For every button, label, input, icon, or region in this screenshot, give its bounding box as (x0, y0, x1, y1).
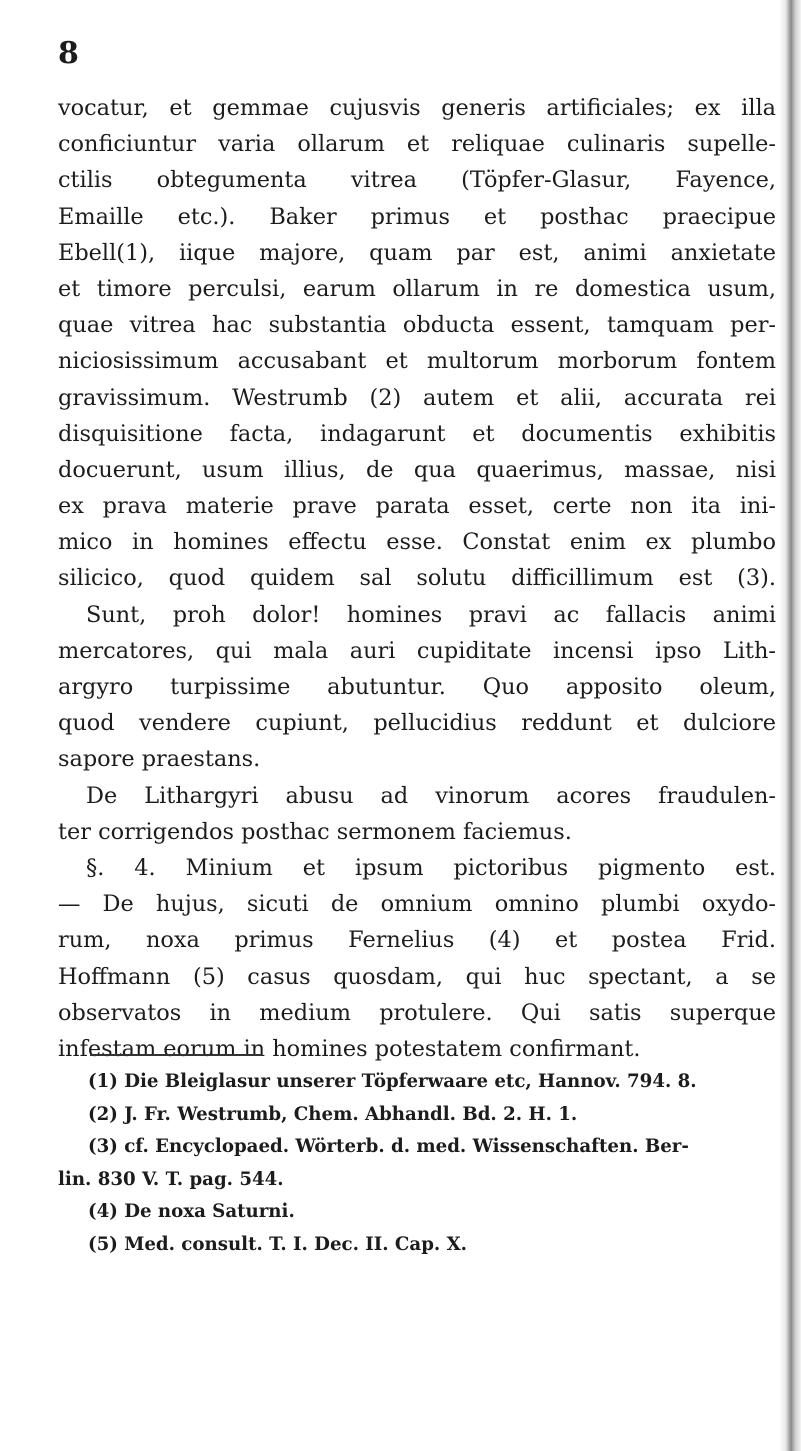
text-line: Hoffmann (5) casus quosdam, qui huc spectant, a se (58, 963, 776, 990)
text-line: sapore praestans. (58, 746, 261, 773)
text-line: vocatur, et gemmae cujusvis generis artificiales; ex illa (58, 95, 776, 121)
text-line: mico in homines effectu esse. Constat enim ex plumbo (58, 529, 776, 556)
text-line: Ebell(1), iique majore, quam par est, animi anxietate (58, 239, 776, 266)
text-line: argyro turpissime abutuntur. Quo apposito oleum, (58, 674, 776, 700)
text-line: mercatores, qui mala auri cupiditate incensi ipso Lith- (58, 637, 776, 664)
text-line: disquisitione facta, indagarunt et documentis exhibitis (58, 420, 776, 447)
text-line: De Lithargyri abusu ad vinorum acores fraudulen- (86, 782, 776, 809)
text-line: conficiuntur varia ollarum et reliquae culinaris supelle- (58, 131, 776, 158)
text-line: — De hujus, sicuti de omnium omnino plumbi oxydo- (58, 891, 776, 918)
footnote: (4) De noxa Saturni. (88, 1201, 295, 1223)
text-line: niciosissimum accusabant et multorum morborum fontem (58, 348, 776, 375)
footnote: (3) cf. Encyclopaed. Wörterb. d. med. Wissenschaften. Ber- (88, 1136, 689, 1158)
text-line: et timore perculsi, earum ollarum in re domestica usum, (58, 275, 776, 302)
text-line: §. 4. Minium et ipsum pictoribus pigmento est. (86, 854, 776, 881)
text-line: Sunt, proh dolor! homines pravi ac fallacis animi (86, 601, 776, 628)
footnote-divider (90, 1054, 262, 1056)
text-line: Emaille etc.). Baker primus et posthac praecipue (58, 203, 776, 230)
text-line: silicico, quod quidem sal solutu difficillimum est (3). (58, 565, 776, 592)
footnote: (1) Die Bleiglasur unserer Töpferwaare etc, Hannov. 794. 8. (88, 1071, 697, 1092)
text-line: docuerunt, usum illius, de qua quaerimus, massae, nisi (58, 456, 776, 483)
text-line: quae vitrea hac substantia obducta essent, tamquam per- (58, 312, 776, 339)
text-line: gravissimum. Westrumb (2) autem et alii, accurata rei (58, 384, 776, 411)
text-line: ex prava materie prave parata esset, certe non ita ini- (58, 493, 776, 520)
text-line: quod vendere cupiunt, pellucidius reddunt et dulciore (58, 710, 776, 737)
text-line: ctilis obtegumenta vitrea (Töpfer-Glasur, Fayence, (58, 167, 776, 194)
footnote-continuation: lin. 830 V. T. pag. 544. (58, 1168, 284, 1190)
text-line: ter corrigendos posthac sermonem faciemus. (58, 818, 572, 845)
footnotes (58, 1066, 770, 1262)
body-text (58, 90, 776, 1067)
page-edge-shadow (779, 0, 801, 1451)
text-line: rum, noxa primus Fernelius (4) et postea Frid. (58, 927, 776, 954)
footnote: (5) Med. consult. T. I. Dec. II. Cap. X. (88, 1233, 468, 1255)
text-line: observatos in medium protulere. Qui satis superque (58, 999, 776, 1026)
footnote: (2) J. Fr. Westrumb, Chem. Abhandl. Bd. 2. H. 1. (88, 1103, 578, 1125)
page-number: 8 (58, 36, 79, 71)
text-line: infestam eorum in homines potestatem confirmant. (58, 1035, 641, 1062)
